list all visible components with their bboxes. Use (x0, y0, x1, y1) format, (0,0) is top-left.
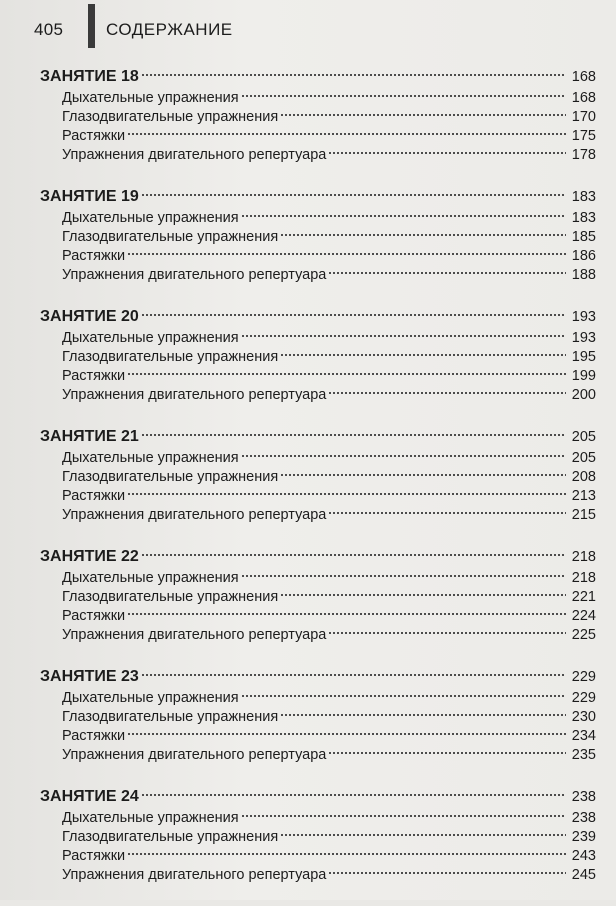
toc-dot-leader (141, 192, 566, 198)
toc-page-number: 183 (571, 210, 596, 226)
toc-subentry-label: Растяжки (62, 248, 126, 264)
toc-page-number: 213 (571, 488, 596, 504)
toc-subentry[interactable] (40, 449, 596, 468)
toc-subentry[interactable] (40, 487, 596, 506)
toc-subentry[interactable] (40, 127, 596, 146)
toc-page-number: 229 (571, 669, 596, 685)
toc-subentry[interactable] (40, 607, 596, 626)
toc-subentry[interactable] (40, 89, 596, 108)
toc-subentry[interactable] (40, 386, 596, 405)
toc-page-number: 168 (571, 90, 596, 106)
toc-page-number: 183 (571, 189, 596, 205)
toc-subentry-label: Глазодвигательные упражнения (62, 229, 279, 245)
toc-dot-leader (280, 712, 566, 718)
toc-page-number: 188 (571, 267, 596, 283)
toc-subentry-label: Дыхательные упражнения (62, 450, 239, 466)
toc-subentry[interactable] (40, 506, 596, 525)
toc-subentry-label: Дыхательные упражнения (62, 210, 239, 226)
toc-dot-leader (328, 150, 566, 156)
toc-subentry-label: Упражнения двигательного репертуара (62, 867, 327, 883)
toc-subentry[interactable] (40, 569, 596, 588)
toc-lesson-block (40, 306, 596, 426)
toc-dot-leader (280, 352, 566, 358)
toc-subentry[interactable] (40, 847, 596, 866)
header-divider-bar (88, 4, 95, 48)
toc-page-number: 243 (571, 848, 596, 864)
toc-subentry-label: Глазодвигательные упражнения (62, 469, 279, 485)
toc-subentry[interactable] (40, 626, 596, 645)
toc-subentry-label: Растяжки (62, 848, 126, 864)
toc-subentry-label: Дыхательные упражнения (62, 690, 239, 706)
toc-subentry-label: Растяжки (62, 608, 126, 624)
toc-subentry[interactable] (40, 588, 596, 607)
toc-subentry[interactable] (40, 247, 596, 266)
toc-dot-leader (127, 491, 566, 497)
toc-subentry-label: Глазодвигательные упражнения (62, 109, 279, 125)
toc-page-number: 225 (571, 627, 596, 643)
toc-subentry-label: Упражнения двигательного репертуара (62, 747, 327, 763)
toc-dot-leader (127, 371, 566, 377)
toc-page-number: 238 (571, 810, 596, 826)
toc-dot-leader (280, 832, 566, 838)
toc-lesson-entry[interactable] (40, 786, 596, 808)
toc-lesson-entry[interactable] (40, 666, 596, 688)
toc-lesson-title: ЗАНЯТИЕ 21 (40, 428, 139, 445)
toc-page-number: 218 (571, 570, 596, 586)
toc-subentry[interactable] (40, 209, 596, 228)
toc-dot-leader (241, 333, 566, 339)
toc-lesson-block (40, 666, 596, 786)
toc-dot-leader (241, 453, 566, 459)
toc-subentry-label: Растяжки (62, 128, 126, 144)
toc-page-number: 229 (571, 690, 596, 706)
toc-subentry-label: Глазодвигательные упражнения (62, 709, 279, 725)
toc-dot-leader (141, 792, 566, 798)
toc-dot-leader (141, 312, 566, 318)
toc-subentry[interactable] (40, 708, 596, 727)
toc-lesson-block (40, 426, 596, 546)
toc-page-number: 186 (571, 248, 596, 264)
toc-page-number: 218 (571, 549, 596, 565)
toc-subentry-label: Упражнения двигательного репертуара (62, 627, 327, 643)
toc-dot-leader (141, 552, 566, 558)
toc-dot-leader (328, 870, 566, 876)
toc-lesson-entry[interactable] (40, 66, 596, 88)
toc-dot-leader (141, 432, 566, 438)
toc-dot-leader (328, 270, 566, 276)
toc-dot-leader (328, 750, 566, 756)
toc-dot-leader (127, 731, 566, 737)
toc-dot-leader (328, 510, 566, 516)
toc-subentry-label: Упражнения двигательного репертуара (62, 507, 327, 523)
toc-page-number: 215 (571, 507, 596, 523)
table-of-contents (40, 66, 596, 906)
toc-dot-leader (280, 112, 566, 118)
toc-subentry[interactable] (40, 108, 596, 127)
toc-page-number: 185 (571, 229, 596, 245)
toc-dot-leader (241, 573, 566, 579)
toc-page-number: 200 (571, 387, 596, 403)
toc-lesson-title: ЗАНЯТИЕ 23 (40, 668, 139, 685)
toc-page-number: 193 (571, 330, 596, 346)
toc-page-number: 234 (571, 728, 596, 744)
toc-subentry[interactable] (40, 367, 596, 386)
toc-subentry[interactable] (40, 266, 596, 285)
toc-dot-leader (241, 693, 566, 699)
toc-dot-leader (127, 131, 566, 137)
toc-subentry-label: Глазодвигательные упражнения (62, 829, 279, 845)
toc-lesson-entry[interactable] (40, 546, 596, 568)
page-header (0, 0, 616, 52)
toc-lesson-entry[interactable] (40, 306, 596, 328)
toc-page-number: 195 (571, 349, 596, 365)
toc-page-number: 239 (571, 829, 596, 845)
toc-page-number: 175 (571, 128, 596, 144)
toc-dot-leader (328, 390, 566, 396)
toc-subentry[interactable] (40, 228, 596, 247)
toc-dot-leader (280, 592, 566, 598)
toc-lesson-title: ЗАНЯТИЕ 24 (40, 788, 139, 805)
toc-page-number: 205 (571, 429, 596, 445)
toc-page-number: 199 (571, 368, 596, 384)
toc-lesson-title: ЗАНЯТИЕ 22 (40, 548, 139, 565)
toc-subentry-label: Дыхательные упражнения (62, 330, 239, 346)
toc-subentry-label: Растяжки (62, 488, 126, 504)
toc-subentry-label: Глазодвигательные упражнения (62, 589, 279, 605)
toc-subentry[interactable] (40, 746, 596, 765)
toc-dot-leader (127, 251, 566, 257)
toc-dot-leader (280, 472, 566, 478)
toc-subentry-label: Упражнения двигательного репертуара (62, 387, 327, 403)
toc-subentry[interactable] (40, 809, 596, 828)
toc-page-number: 224 (571, 608, 596, 624)
toc-dot-leader (127, 851, 566, 857)
toc-page-number: 193 (571, 309, 596, 325)
toc-subentry-label: Дыхательные упражнения (62, 90, 239, 106)
toc-page-number: 170 (571, 109, 596, 125)
toc-lesson-block (40, 186, 596, 306)
toc-subentry[interactable] (40, 727, 596, 746)
toc-dot-leader (127, 611, 566, 617)
toc-lesson-entry[interactable] (40, 426, 596, 448)
toc-subentry[interactable] (40, 866, 596, 885)
running-title: СОДЕРЖАНИЕ (106, 20, 233, 39)
toc-page-number: 238 (571, 789, 596, 805)
toc-dot-leader (328, 630, 566, 636)
toc-page-number: 178 (571, 147, 596, 163)
toc-subentry[interactable] (40, 468, 596, 487)
toc-subentry-label: Растяжки (62, 728, 126, 744)
toc-subentry-label: Упражнения двигательного репертуара (62, 267, 327, 283)
toc-subentry-label: Дыхательные упражнения (62, 570, 239, 586)
toc-lesson-block (40, 786, 596, 906)
toc-lesson-block (40, 66, 596, 186)
toc-subentry[interactable] (40, 689, 596, 708)
toc-page-number: 221 (571, 589, 596, 605)
toc-page-number: 235 (571, 747, 596, 763)
toc-lesson-title: ЗАНЯТИЕ 18 (40, 68, 139, 85)
page-number: 405 (34, 20, 64, 39)
toc-page-number: 208 (571, 469, 596, 485)
toc-lesson-title: ЗАНЯТИЕ 20 (40, 308, 139, 325)
toc-dot-leader (241, 813, 566, 819)
toc-subentry[interactable] (40, 146, 596, 165)
toc-subentry[interactable] (40, 348, 596, 367)
toc-page-number: 230 (571, 709, 596, 725)
toc-dot-leader (141, 72, 566, 78)
toc-page-number: 168 (571, 69, 596, 85)
toc-dot-leader (280, 232, 566, 238)
toc-dot-leader (241, 93, 566, 99)
toc-subentry-label: Дыхательные упражнения (62, 810, 239, 826)
toc-dot-leader (241, 213, 566, 219)
toc-lesson-entry[interactable] (40, 186, 596, 208)
toc-dot-leader (141, 672, 566, 678)
toc-lesson-block (40, 546, 596, 666)
toc-subentry[interactable] (40, 329, 596, 348)
toc-subentry[interactable] (40, 828, 596, 847)
toc-subentry-label: Растяжки (62, 368, 126, 384)
toc-lesson-title: ЗАНЯТИЕ 19 (40, 188, 139, 205)
toc-page-number: 245 (571, 867, 596, 883)
toc-subentry-label: Упражнения двигательного репертуара (62, 147, 327, 163)
toc-page-number: 205 (571, 450, 596, 466)
toc-subentry-label: Глазодвигательные упражнения (62, 349, 279, 365)
